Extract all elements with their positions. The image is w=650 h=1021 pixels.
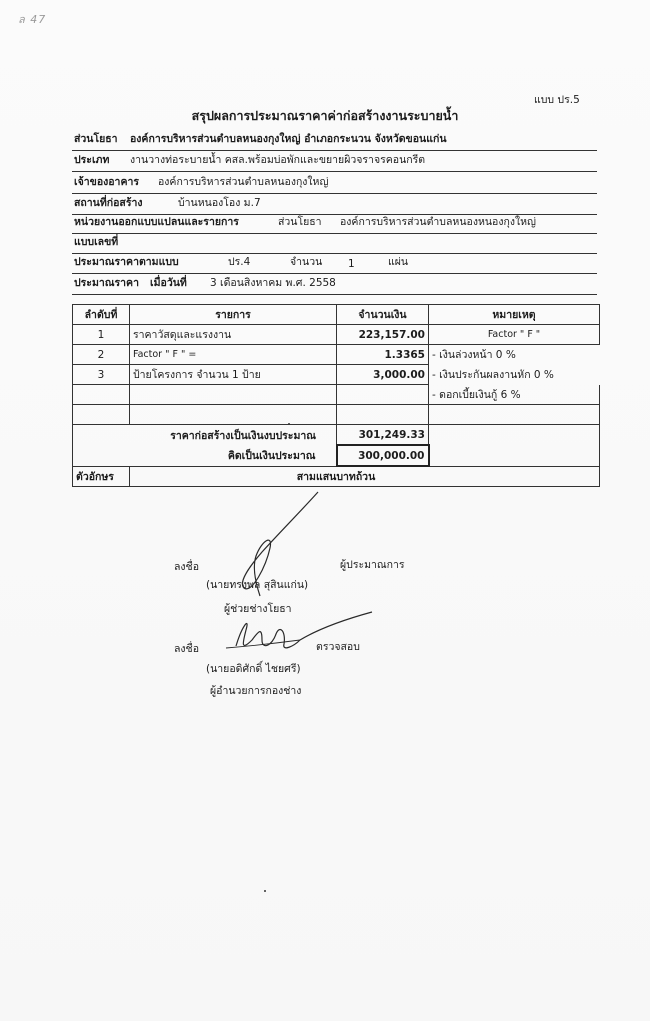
sig1-sign-label: ลงชื่อ bbox=[174, 561, 199, 573]
row-item: Factor " F " = bbox=[130, 345, 337, 365]
words-value: สามแสนบาทถ้วน bbox=[130, 466, 600, 487]
total-label: ราคาก่อสร้างเป็นเงินงบประมาณ bbox=[73, 425, 337, 446]
sig2-sign-label: ลงชื่อ bbox=[174, 643, 199, 655]
rounded-value: 300,000.00 bbox=[337, 445, 429, 466]
signature-2 bbox=[236, 612, 372, 648]
count-value: 1 bbox=[348, 258, 355, 270]
designer-label: หน่วยงานออกแบบแปลนและรายการ bbox=[74, 216, 239, 228]
sig1-name: (นายทรงพล สุสินแก่น) bbox=[206, 579, 309, 591]
estimate-date-label: ประมาณราคา bbox=[74, 277, 139, 289]
col-header-note: หมายเหตุ bbox=[429, 305, 600, 325]
estimate-date-value: 3 เดือนสิงหาคม พ.ศ. 2558 bbox=[210, 277, 336, 289]
signature-1 bbox=[242, 492, 318, 596]
owner-label: เจ้าของอาคาร bbox=[74, 176, 140, 188]
row-note: - เงินล่วงหน้า 0 % bbox=[429, 345, 600, 365]
owner-value: องค์การบริหารส่วนตำบลหนองกุงใหญ่ bbox=[158, 176, 329, 188]
sig2-name: (นายอดิศักดิ์ ไชยศรี) bbox=[206, 663, 301, 675]
designer-unit: ส่วนโยธา bbox=[278, 216, 322, 228]
row-amount: 1.3365 bbox=[337, 345, 429, 365]
estimate-date-when: เมื่อวันที่ bbox=[150, 277, 187, 289]
sig2-role: ตรวจสอบ bbox=[316, 641, 360, 653]
agency-value: องค์การบริหารส่วนตำบลหนองกุงใหญ่ อำเภอกระนวน จังหวัดขอนแก่น bbox=[130, 133, 447, 145]
row-item: ป้ายโครงการ จำนวน 1 ป้าย bbox=[130, 365, 337, 385]
row-amount: 223,157.00 bbox=[337, 325, 429, 345]
row-item: ราคาวัสดุและแรงงาน bbox=[130, 325, 337, 345]
row-no: 3 bbox=[73, 365, 130, 385]
agency-label: ส่วนโยธา bbox=[74, 133, 118, 145]
count-unit: แผ่น bbox=[388, 256, 409, 268]
row-amount: 3,000.00 bbox=[337, 365, 429, 385]
type-value: งานวางท่อระบายน้ำ คสล.พร้อมบ่อพักและขยายผิวจราจรคอนกรีต bbox=[130, 154, 426, 166]
sig1-position: ผู้ช่วยช่างโยธา bbox=[224, 603, 292, 615]
sig2-position: ผู้อำนวยการกองช่าง bbox=[210, 685, 302, 697]
speck bbox=[264, 890, 266, 892]
row-no: 1 bbox=[73, 325, 130, 345]
plan-no-label: แบบเลขที่ bbox=[74, 236, 119, 248]
total-value: 301,249.33 bbox=[337, 425, 429, 446]
designer-value: องค์การบริหารส่วนตำบลหนองหนองกุงใหญ่ bbox=[340, 216, 536, 228]
col-header-amount: จำนวนเงิน bbox=[337, 305, 429, 325]
words-label: ตัวอักษร bbox=[73, 466, 130, 487]
corner-note: ล 47 bbox=[18, 13, 47, 26]
estimate-form-label: ประมาณราคาตามแบบ bbox=[74, 256, 179, 268]
row-note: Factor " F " bbox=[429, 325, 600, 345]
type-label: ประเภท bbox=[74, 154, 110, 166]
rounded-label: คิดเป็นเงินประมาณ bbox=[73, 445, 337, 466]
page-title: สรุปผลการประมาณราคาค่าก่อสร้างงานระบายน้ำ bbox=[191, 108, 459, 123]
site-value: บ้านหนองโอง ม.7 bbox=[178, 197, 261, 209]
form-code: แบบ ปร.5 bbox=[534, 94, 580, 106]
count-label: จำนวน bbox=[290, 256, 323, 268]
estimate-form-value: ปร.4 bbox=[228, 256, 251, 268]
row-note: - เงินประกันผลงานหัก 0 % bbox=[429, 365, 600, 385]
col-header-no: ลำดับที่ bbox=[73, 305, 130, 325]
sig1-role: ผู้ประมาณการ bbox=[340, 559, 405, 571]
site-label: สถานที่ก่อสร้าง bbox=[74, 197, 143, 209]
col-header-item: รายการ bbox=[130, 305, 337, 325]
row-note: - ดอกเบี้ยเงินกู้ 6 % bbox=[429, 385, 600, 405]
row-no: 2 bbox=[73, 345, 130, 365]
